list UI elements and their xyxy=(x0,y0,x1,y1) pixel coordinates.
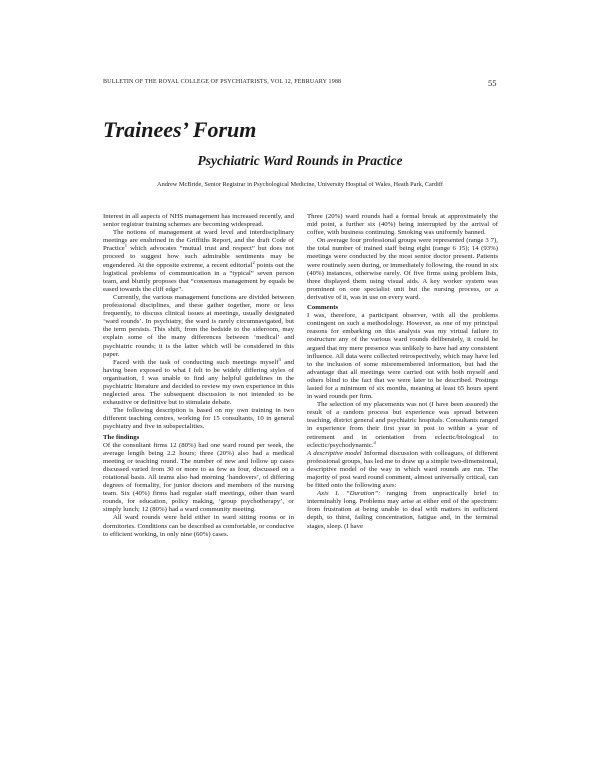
paragraph: Faced with the task of conducting such meetings myself$^3$ and having been exposed to what I felt to be widely differing styles of organisation, I was unable to find any helpful guidelines in the psychiatric literature and decided to review my own experience in this neglected area. The subsequent discussion is not intended to be exhaustive or definitive but to stimulate debate. xyxy=(103,356,295,407)
reference-marker: 1 xyxy=(124,243,127,249)
paragraph: The notions of management at ward level and interdisciplinary meetings are enshrined in the Griffiths Report, and the draft Code of Practice$^1$ which advocates “mutual trust and respect” but does not proceed to suggest how such admirable sentiments may be engendered. At the opposite extreme, a recent editorial$^2$ points out the logistical problems of communication in a “typical” seven person team, and bluntly proposes that “consensus management by equals be eased towards the cliff edge”. xyxy=(103,229,294,293)
paragraph: Three (20%) ward rounds had a formal break at approximately the mid point, a further six (40%) being interrupted by the arrival of coffee, with business continuing. Smoking was uniformly banned. xyxy=(307,213,498,237)
paragraph: All ward rounds were held either in ward sitting rooms or in dormitories. Conditions can be described as comfortable, or conducive to efficient working, in only nine (60%) cases. xyxy=(103,514,294,538)
right-column xyxy=(307,213,498,531)
reference-marker: 3 xyxy=(278,356,281,362)
article-title: Psychiatric Ward Rounds in Practice xyxy=(197,153,403,168)
paragraph: The selection of my placements was not (I have been assured) the result of a random process but experience was spread between teaching, district general and psychiatric hospitals. Consultants ranged in experience from their first year in post to within a year of retirement and in orientation from eclectic/biological to eclectic/psychodynamic.$^4$ xyxy=(307,401,498,449)
findings-heading: The findings xyxy=(103,433,140,441)
reference-marker: 4 xyxy=(373,439,376,445)
paragraph: Of the consultant firms 12 (80%) had one ward round per week, the average length being 2.2 hours; three (20%) also had a medical meeting or teaching round. The number of new and follow up cases discussed varied from 30 or more to as few as four, discussed on a rotational basis. All teams also had morning ‘handovers’, of differing degrees of formality, for junior doctors and members of the nursing team. Six (40%) firms had regular staff meetings, other than ward rounds, for education, policy making, ‘group psychotherapy’, or simply lunch; 12 (80%) had a ward community meeting. xyxy=(103,441,294,514)
paragraph: A descriptive model Informal discussion with colleagues, of different professional groups, has led me to draw up a simple two-dimensional, descriptive model of the way in which ward rounds are run. The majority of post ward round comment, almost universally critical, can be fitted onto the following axes: xyxy=(307,449,498,490)
byline: Andrew McBride, Senior Registrar in Psychological Medicine, University Hospital of Wales, Heath Park, Cardiff xyxy=(157,181,443,188)
left-column xyxy=(103,213,294,539)
running-head: BULLETIN OF THE ROYAL COLLEGE OF PSYCHIATRISTS, VOL 12, FEBRUARY 1988 xyxy=(103,79,342,85)
paragraph: On average four professional groups were represented (range 3 7), the total number of trained staff being eight (range 6 15); 14 (93%) meetings were conducted by the most senior doctor present. Patients were routinely seen during, or immediately following, the round in six (40%) instances, otherwise rarely. Of five firms using problem lists, three displayed them using visual aids. A key worker system was prominent on one specialist unit but the nursing process, or a derivative of it, was in use on every ward. xyxy=(307,237,498,301)
reference-marker: 2 xyxy=(252,259,255,265)
model-heading: A descriptive model xyxy=(307,449,362,457)
paragraph: Axis 1. “Duration”: ranging from unpractically brief to interminably long. Problems may arise at either end of the spectrum: from frustration at being unable to deal with matters in sufficient depth, to thirst, failing concentration, fatigue and, in the terminal stages, sleep. (I have xyxy=(307,490,498,530)
axis-label: Axis 1. “Duration”: xyxy=(317,490,381,498)
paragraph: Currently, the various management functions are divided between professional disciplines, and these gather together, more or less frequently, to discuss clinical issues at meetings, usually designated ‘ward rounds’. In psychiatry, the ward is rarely circumnavigated, but the term persists. This shift, from the bedside to the sideroom, may explain some of the many differences between ‘medical’ and psychiatric rounds; it is the latter which will be considered in this paper. xyxy=(103,293,294,358)
paragraph: The following description is based on my own training in two different teaching centres, working for 15 consultants, 10 in general psychiatry and five in subspecialities. xyxy=(103,407,294,431)
section-title: Trainees’ Forum xyxy=(103,117,257,142)
comments-heading: Comments xyxy=(307,304,339,312)
paragraph: Interest in all aspects of NHS management has increased recently, and senior registrar training schemes are becoming widespread. xyxy=(103,213,294,229)
paragraph: I was, therefore, a participant observer, with all the problems contingent on such a methodology. However, as one of my principal reasons for embarking on this analysis was my virtual failure to restructure any of the various ward rounds deliberately, it could be argued that my mere presence was unlikely to have had any consistent influence. All data were collected retrospectively, which may have led to the inclusion of some misremembered information, but had the advantage that all meetings were carried out with both myself and others blind to the fact that we were later to be described. Postings lasted for a minimum of six months, meaning at least 65 hours spent in ward rounds per firm. xyxy=(307,312,498,401)
page-number: 55 xyxy=(488,78,497,88)
